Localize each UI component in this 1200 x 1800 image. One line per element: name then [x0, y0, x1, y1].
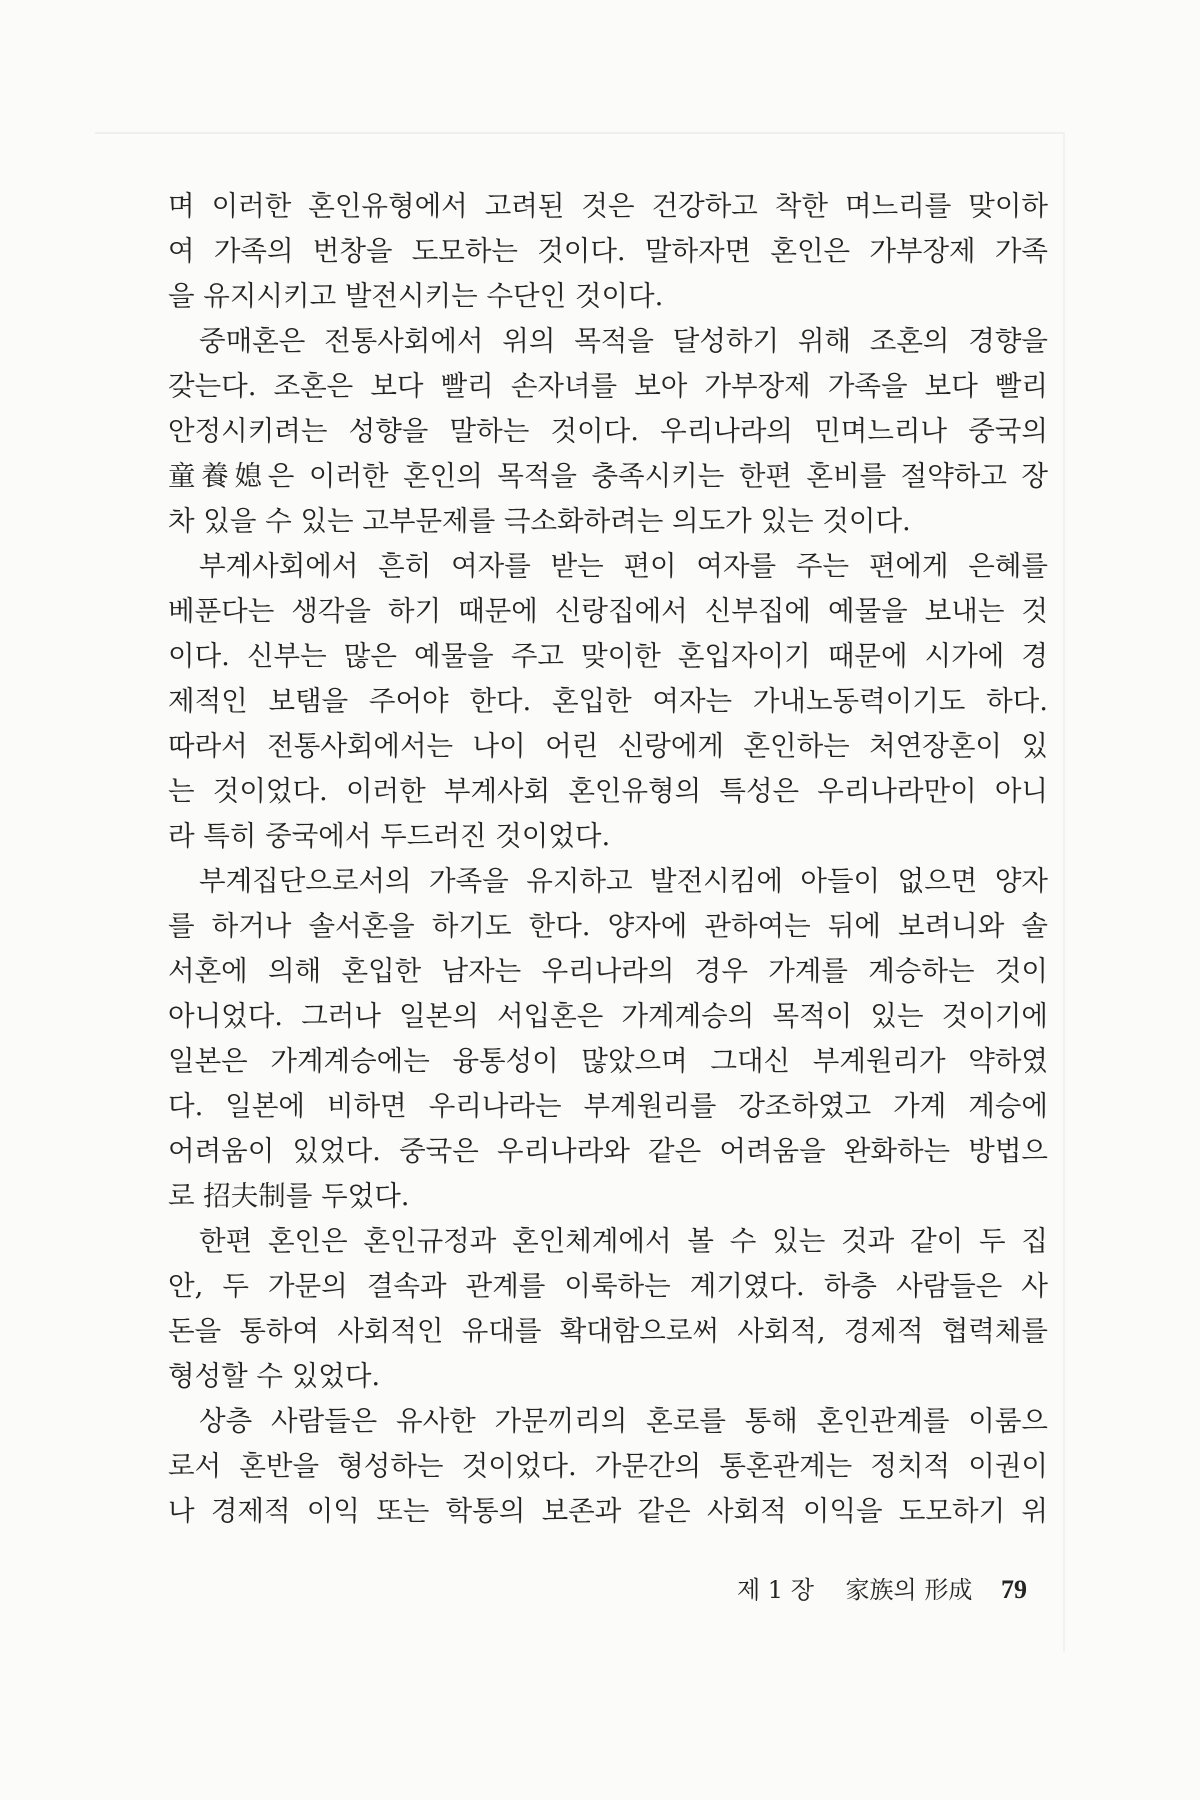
text-line: 로서 혼반을 형성하는 것이었다. 가문간의 통혼관계는 정치적 이권이	[168, 1450, 1048, 1482]
text-line: 를 하거나 솔서혼을 하기도 한다. 양자에 관하여는 뒤에 보려니와 솔	[168, 910, 1048, 942]
body-text	[168, 184, 1048, 1534]
text-line: 부계집단으로서의 가족을 유지하고 발전시킴에 아들이 없으면 양자	[199, 865, 1048, 897]
text-line: 을 유지시키고 발전시키는 수단인 것이다.	[168, 280, 664, 312]
text-line: 이다. 신부는 많은 예물을 주고 맞이한 혼입자이기 때문에 시가에 경	[168, 640, 1048, 672]
text-line: 아니었다. 그러나 일본의 서입혼은 가계계승의 목적이 있는 것이기에	[168, 1000, 1048, 1032]
text-line: 돈을 통하여 사회적인 유대를 확대함으로써 사회적, 경제적 협력체를	[168, 1315, 1048, 1347]
text-line: 다. 일본에 비하면 우리나라는 부계원리를 강조하였고 가계 계승에	[168, 1090, 1048, 1122]
chapter-label: 제 1 장	[736, 1576, 814, 1604]
running-footer	[737, 1570, 1027, 1605]
text-line: 상층 사람들은 유사한 가문끼리의 혼로를 통해 혼인관계를 이룸으	[199, 1405, 1048, 1437]
text-line: 나 경제적 이익 또는 학통의 보존과 같은 사회적 이익을 도모하기 위	[168, 1495, 1048, 1527]
page-number: 79	[1001, 1575, 1027, 1604]
text-line: 며 이러한 혼인유형에서 고려된 것은 건강하고 착한 며느리를 맞이하	[168, 190, 1048, 222]
text-line: 라 특히 중국에서 두드러진 것이었다.	[168, 820, 611, 852]
text-line: 로 招夫制를 두었다.	[168, 1180, 410, 1212]
text-line: 여 가족의 번창을 도모하는 것이다. 말하자면 혼인은 가부장제 가족	[168, 235, 1048, 267]
text-line: 는 것이었다. 이러한 부계사회 혼인유형의 특성은 우리나라만이 아니	[168, 775, 1048, 807]
text-line: 어려움이 있었다. 중국은 우리나라와 같은 어려움을 완화하는 방법으	[168, 1135, 1048, 1167]
text-line: 형성할 수 있었다.	[168, 1360, 381, 1392]
text-line: 갖는다. 조혼은 보다 빨리 손자녀를 보아 가부장제 가족을 보다 빨리	[168, 370, 1048, 402]
text-line: 제적인 보탬을 주어야 한다. 혼입한 여자는 가내노동력이기도 하다.	[168, 685, 1048, 717]
text-line: 부계사회에서 흔히 여자를 받는 편이 여자를 주는 편에게 은혜를	[199, 550, 1048, 582]
text-line: 서혼에 의해 혼입한 남자는 우리나라의 경우 가계를 계승하는 것이	[168, 955, 1048, 987]
text-line: 중매혼은 전통사회에서 위의 목적을 달성하기 위해 조혼의 경향을	[199, 325, 1048, 357]
text-line: 안정시키려는 성향을 말하는 것이다. 우리나라의 민며느리나 중국의	[168, 415, 1048, 447]
page-edge	[95, 132, 1065, 134]
text-line: 안, 두 가문의 결속과 관계를 이룩하는 계기였다. 하층 사람들은 사	[168, 1270, 1048, 1302]
chapter-title: 家族의 形成	[845, 1576, 973, 1604]
text-line: 베푼다는 생각을 하기 때문에 신랑집에서 신부집에 예물을 보내는 것	[168, 595, 1048, 627]
text-line: 한편 혼인은 혼인규정과 혼인체계에서 볼 수 있는 것과 같이 두 집	[199, 1225, 1048, 1257]
text-line: 童養媳은 이러한 혼인의 목적을 충족시키는 한편 혼비를 절약하고 장	[168, 460, 1048, 492]
text-line: 따라서 전통사회에서는 나이 어린 신랑에게 혼인하는 처연장혼이 있	[168, 730, 1048, 762]
text-line: 차 있을 수 있는 고부문제를 극소화하려는 의도가 있는 것이다.	[168, 505, 911, 537]
text-line: 일본은 가계계승에는 융통성이 많았으며 그대신 부계원리가 약하였	[168, 1045, 1048, 1077]
page-edge	[1063, 132, 1065, 1652]
